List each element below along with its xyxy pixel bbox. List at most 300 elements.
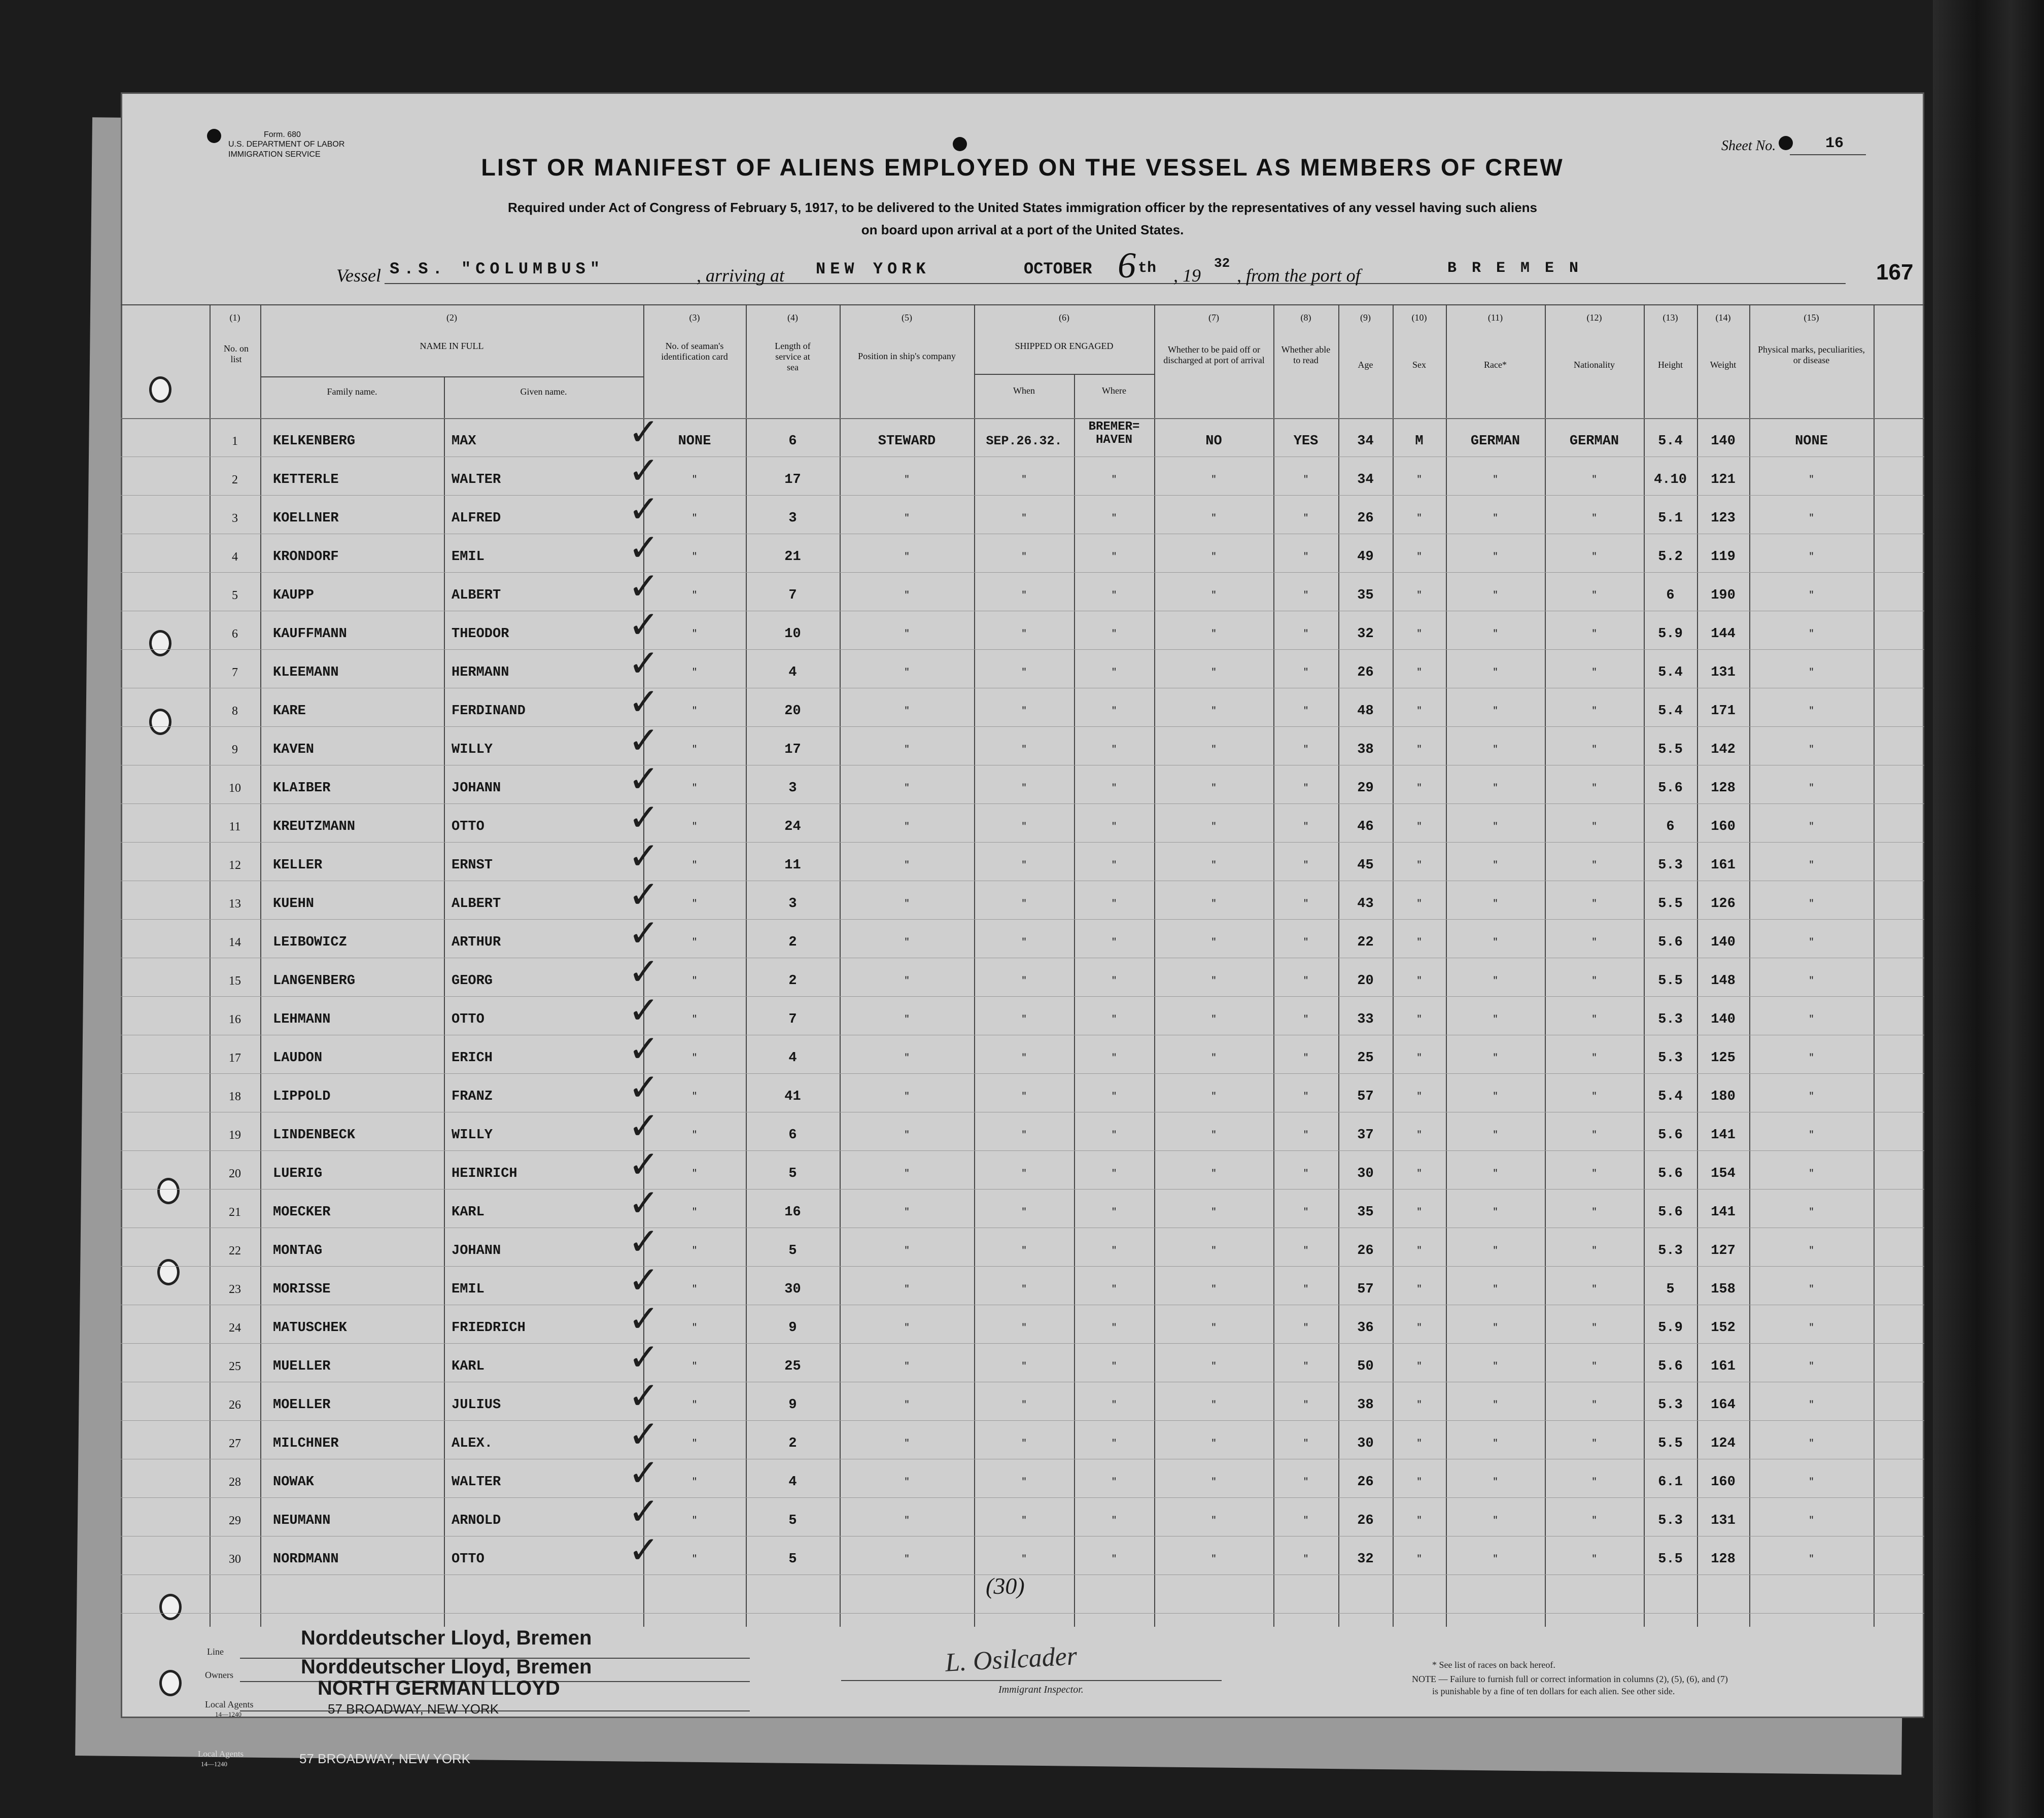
row-number: 1 xyxy=(232,435,238,448)
ditto-mark: " xyxy=(1303,1323,1309,1333)
ditto-mark: " xyxy=(1111,976,1117,986)
col7-number: (7) xyxy=(1208,312,1219,323)
checkmark-icon: ✓ xyxy=(628,642,660,685)
ditto-mark: " xyxy=(904,1169,910,1179)
age: 36 xyxy=(1357,1320,1374,1336)
ditto-mark: " xyxy=(1809,1361,1814,1372)
ditto-mark: " xyxy=(1809,1015,1814,1025)
service-length: 3 xyxy=(788,511,797,526)
row-rule xyxy=(121,996,1924,997)
ditto-mark: " xyxy=(1211,1207,1217,1217)
row-rule xyxy=(121,649,1924,650)
row-rule xyxy=(121,1189,1924,1190)
service-length: 9 xyxy=(788,1320,797,1336)
ditto-mark: " xyxy=(1416,1169,1422,1179)
ditto-mark: " xyxy=(1021,937,1027,948)
ditto-mark: " xyxy=(1416,860,1422,870)
ditto-mark: " xyxy=(1111,706,1117,716)
ditto-mark: " xyxy=(1591,668,1597,678)
checkmark-icon: ✓ xyxy=(628,1336,660,1379)
height: 5.9 xyxy=(1658,626,1683,642)
ditto-mark: " xyxy=(1021,1516,1027,1526)
age: 33 xyxy=(1357,1012,1374,1027)
service-length: 9 xyxy=(788,1397,797,1413)
binder-hole xyxy=(159,1594,182,1620)
ditto-mark: " xyxy=(1416,1207,1422,1217)
family-name: LAUDON xyxy=(273,1051,323,1066)
ditto-mark: " xyxy=(1493,1439,1498,1449)
ditto-mark: " xyxy=(1021,822,1027,832)
ditto-mark: " xyxy=(1493,1400,1498,1410)
weight: 119 xyxy=(1711,549,1736,565)
ditto-mark: " xyxy=(1303,590,1309,601)
ditto-mark: " xyxy=(1493,1207,1498,1217)
ditto-mark: " xyxy=(1303,1246,1309,1256)
ditto-mark: " xyxy=(1211,783,1217,793)
weight: 148 xyxy=(1711,973,1736,989)
ditto-mark: " xyxy=(1591,1130,1597,1140)
checkmark-icon: ✓ xyxy=(628,1181,660,1225)
ditto-mark: " xyxy=(1211,668,1217,678)
line-label: Line xyxy=(207,1647,224,1657)
ditto-mark: " xyxy=(1591,1400,1597,1410)
ditto-mark: " xyxy=(1211,860,1217,870)
ditto-mark: " xyxy=(1416,552,1422,562)
ditto-mark: " xyxy=(691,552,698,562)
ditto-mark: " xyxy=(1211,937,1217,948)
ditto-mark: " xyxy=(1416,1439,1422,1449)
given-name: JOHANN xyxy=(452,1243,501,1258)
ditto-mark: " xyxy=(1021,1207,1027,1217)
ditto-mark: " xyxy=(1809,899,1814,909)
paid-off: NO xyxy=(1205,434,1222,449)
weight: 128 xyxy=(1711,1552,1736,1567)
binder-hole xyxy=(157,1259,180,1285)
ditto-mark: " xyxy=(1809,1207,1814,1217)
row-rule xyxy=(121,842,1924,843)
height: 5.3 xyxy=(1658,1513,1683,1528)
ditto-mark: " xyxy=(1211,629,1217,639)
ditto-mark: " xyxy=(691,1015,698,1025)
ditto-mark: " xyxy=(1303,1015,1309,1025)
column-rule xyxy=(444,376,445,1627)
age: 50 xyxy=(1357,1359,1374,1374)
ditto-mark: " xyxy=(1303,706,1309,716)
subtitle-line-2: on board upon arrival at a port of the United States. xyxy=(861,222,1184,237)
department-name: U.S. DEPARTMENT OF LABOR xyxy=(228,140,345,149)
ditto-mark: " xyxy=(1591,1323,1597,1333)
family-name: KAVEN xyxy=(273,742,315,757)
row-rule xyxy=(121,803,1924,804)
ditto-mark: " xyxy=(691,668,698,678)
weight: 154 xyxy=(1711,1166,1736,1181)
ditto-mark: " xyxy=(1493,1092,1498,1102)
ditto-mark: " xyxy=(904,822,910,832)
checkmark-icon: ✓ xyxy=(628,989,660,1032)
ditto-mark: " xyxy=(1111,1323,1117,1333)
height: 5.2 xyxy=(1658,549,1683,565)
punch-hole xyxy=(953,137,967,151)
family-name: KOELLNER xyxy=(273,511,339,526)
height: 5 xyxy=(1666,1282,1675,1297)
weight: 140 xyxy=(1711,1012,1736,1027)
service-length: 17 xyxy=(784,742,801,757)
col4-label: Length of service at sea xyxy=(775,341,811,372)
ditto-mark: " xyxy=(1211,1323,1217,1333)
ditto-mark: " xyxy=(1416,1284,1422,1295)
weight: 142 xyxy=(1711,742,1736,757)
ditto-mark: " xyxy=(1111,1092,1117,1102)
weight: 131 xyxy=(1711,665,1736,680)
ditto-mark: " xyxy=(904,1516,910,1526)
ditto-mark: " xyxy=(691,1053,698,1063)
vessel-name: S.S. "COLUMBUS" xyxy=(390,260,605,278)
row-number: 13 xyxy=(229,897,241,911)
row-rule xyxy=(121,1497,1924,1498)
service-length: 5 xyxy=(788,1552,797,1567)
height: 5.5 xyxy=(1658,1436,1683,1451)
arrival-year: 32 xyxy=(1214,256,1230,271)
row-number: 15 xyxy=(229,974,241,988)
ditto-mark: " xyxy=(1021,629,1027,639)
ditto-mark: " xyxy=(691,1516,698,1526)
age: 48 xyxy=(1357,704,1374,719)
ditto-mark: " xyxy=(1211,1361,1217,1372)
race-note: * See list of races on back hereof. xyxy=(1432,1660,1555,1670)
weight: 124 xyxy=(1711,1436,1736,1451)
race: GERMAN xyxy=(1470,434,1520,449)
height: 5.5 xyxy=(1658,742,1683,757)
row-number: 28 xyxy=(229,1476,241,1489)
given-name: HERMANN xyxy=(452,665,509,680)
ditto-mark: " xyxy=(904,976,910,986)
given-name: FRANZ xyxy=(452,1089,493,1104)
ditto-mark: " xyxy=(1591,1169,1597,1179)
departure-port: BREMEN xyxy=(1447,260,1594,277)
ditto-mark: " xyxy=(904,899,910,909)
family-name: NORDMANN xyxy=(273,1552,339,1567)
ditto-mark: " xyxy=(1111,1130,1117,1140)
family-name: KARE xyxy=(273,704,306,719)
total-count: (30) xyxy=(986,1573,1025,1599)
age: 57 xyxy=(1357,1282,1374,1297)
col15-number: (15) xyxy=(1804,312,1819,323)
ditto-mark: " xyxy=(1111,552,1117,562)
ditto-mark: " xyxy=(1493,1053,1498,1063)
given-name: JULIUS xyxy=(452,1397,501,1413)
ditto-mark: " xyxy=(1809,1284,1814,1295)
ditto-mark: " xyxy=(1021,1092,1027,1102)
ditto-mark: " xyxy=(1493,1169,1498,1179)
ditto-mark: " xyxy=(1493,1361,1498,1372)
ditto-mark: " xyxy=(1416,1400,1422,1410)
col9-label: Age xyxy=(1358,360,1373,370)
col6-when-header: When xyxy=(1013,386,1035,396)
ditto-mark: " xyxy=(1111,1516,1117,1526)
height: 5.3 xyxy=(1658,858,1683,873)
inspector-label: Immigrant Inspector. xyxy=(998,1684,1084,1695)
col3-label: No. of seaman's identification card xyxy=(661,341,728,362)
row-number: 21 xyxy=(229,1206,241,1219)
ditto-mark: " xyxy=(1493,629,1498,639)
ditto-mark: " xyxy=(1303,1477,1309,1487)
height: 5.4 xyxy=(1658,704,1683,719)
row-rule xyxy=(121,1073,1924,1074)
service-length: 11 xyxy=(784,858,801,873)
ditto-mark: " xyxy=(1809,1400,1814,1410)
ditto-mark: " xyxy=(1493,745,1498,755)
row-rule xyxy=(121,1266,1924,1267)
ditto-mark: " xyxy=(1303,1400,1309,1410)
checkmark-icon: ✓ xyxy=(628,603,660,647)
age: 30 xyxy=(1357,1436,1374,1451)
row-number: 3 xyxy=(232,512,238,525)
ditto-mark: " xyxy=(1809,1477,1814,1487)
height: 5.4 xyxy=(1658,434,1683,449)
binder-hole xyxy=(159,1670,182,1696)
col5-number: (5) xyxy=(902,312,912,323)
ditto-mark: " xyxy=(1021,1323,1027,1333)
service-length: 24 xyxy=(784,819,801,834)
ditto-mark: " xyxy=(1021,513,1027,523)
ditto-mark: " xyxy=(1021,976,1027,986)
row-number: 10 xyxy=(229,782,241,795)
given-name: JOHANN xyxy=(452,781,501,796)
ditto-mark: " xyxy=(1416,976,1422,986)
ditto-mark: " xyxy=(1211,1554,1217,1564)
ditto-mark: " xyxy=(1111,1477,1117,1487)
age: 29 xyxy=(1357,781,1374,796)
ditto-mark: " xyxy=(1021,706,1027,716)
ditto-mark: " xyxy=(691,706,698,716)
column-rule xyxy=(1874,304,1875,1627)
checkmark-icon: ✓ xyxy=(628,1490,660,1533)
ditto-mark: " xyxy=(1211,590,1217,601)
inspector-signature: L. Osilcader xyxy=(944,1641,1078,1677)
service-length: 4 xyxy=(788,1475,797,1490)
family-name: KUEHN xyxy=(273,896,315,912)
binder-hole xyxy=(149,630,171,656)
sheet-number: 16 xyxy=(1825,135,1844,152)
shipped-where-1: BREMER= xyxy=(1088,420,1140,434)
ditto-mark: " xyxy=(904,668,910,678)
ditto-mark: " xyxy=(1493,1130,1498,1140)
ditto-mark: " xyxy=(1211,1400,1217,1410)
checkmark-icon: ✓ xyxy=(628,1451,660,1495)
ditto-mark: " xyxy=(1211,1015,1217,1025)
ditto-mark: " xyxy=(691,860,698,870)
row-number: 26 xyxy=(229,1399,241,1412)
ditto-mark: " xyxy=(1416,822,1422,832)
position-steward: STEWARD xyxy=(878,434,936,449)
ditto-mark: " xyxy=(691,1400,698,1410)
age: 26 xyxy=(1357,511,1374,526)
given-name: ARTHUR xyxy=(452,935,501,950)
age: 32 xyxy=(1357,1552,1374,1567)
ditto-mark: " xyxy=(1591,1516,1597,1526)
ditto-mark: " xyxy=(1111,1439,1117,1449)
col2-family-header: Family name. xyxy=(327,387,377,397)
service-length: 25 xyxy=(784,1359,801,1374)
col8-label: Whether able to read xyxy=(1281,344,1331,365)
weight: 123 xyxy=(1711,511,1736,526)
family-name: MILCHNER xyxy=(273,1436,339,1451)
service-name: IMMIGRATION SERVICE xyxy=(228,150,321,159)
ditto-mark: " xyxy=(1591,1246,1597,1256)
signature-line xyxy=(841,1680,1222,1681)
ditto-mark: " xyxy=(1493,1516,1498,1526)
ditto-mark: " xyxy=(1591,475,1597,485)
row-rule xyxy=(121,726,1924,727)
background-binder-edge xyxy=(1933,0,2044,1818)
ditto-mark: " xyxy=(1211,1169,1217,1179)
col1-label: No. on list xyxy=(224,343,249,364)
page-title: LIST OR MANIFEST OF ALIENS EMPLOYED ON THE VESSEL AS MEMBERS OF CREW xyxy=(481,154,1564,181)
ditto-mark: " xyxy=(1111,475,1117,485)
height: 5.5 xyxy=(1658,973,1683,989)
checkmark-icon: ✓ xyxy=(628,950,660,994)
ditto-mark: " xyxy=(1303,668,1309,678)
ditto-mark: " xyxy=(1303,1284,1309,1295)
ditto-mark: " xyxy=(1493,1477,1498,1487)
ditto-mark: " xyxy=(1591,1477,1597,1487)
checkmark-icon: ✓ xyxy=(628,1413,660,1456)
col4-number: (4) xyxy=(787,312,798,323)
weight: 180 xyxy=(1711,1089,1736,1104)
ditto-mark: " xyxy=(1416,1516,1422,1526)
service-length: 2 xyxy=(788,1436,797,1451)
ditto-mark: " xyxy=(1021,1554,1027,1564)
ditto-mark: " xyxy=(904,1323,910,1333)
ditto-mark: " xyxy=(1493,475,1498,485)
shipped-subheader-rule xyxy=(974,374,1154,375)
service-length: 3 xyxy=(788,896,797,912)
ditto-mark: " xyxy=(1809,629,1814,639)
service-length: 7 xyxy=(788,588,797,603)
col1-number: (1) xyxy=(229,312,240,323)
ditto-mark: " xyxy=(1809,822,1814,832)
ditto-mark: " xyxy=(691,1361,698,1372)
col10-label: Sex xyxy=(1412,360,1426,370)
family-name: KAUPP xyxy=(273,588,315,603)
family-name: MUELLER xyxy=(273,1359,331,1374)
ditto-mark: " xyxy=(1211,976,1217,986)
ditto-mark: " xyxy=(1111,1400,1117,1410)
ditto-mark: " xyxy=(1809,590,1814,601)
arrival-day: 6 xyxy=(1118,245,1136,286)
arriving-label: , arriving at xyxy=(697,265,785,286)
ditto-mark: " xyxy=(1416,1246,1422,1256)
ditto-mark: " xyxy=(904,1554,910,1564)
ditto-mark: " xyxy=(1416,783,1422,793)
given-name: ERNST xyxy=(452,858,493,873)
ditto-mark: " xyxy=(1591,513,1597,523)
ditto-mark: " xyxy=(1303,629,1309,639)
ditto-mark: " xyxy=(1111,1169,1117,1179)
ditto-mark: " xyxy=(1211,1092,1217,1102)
weight: 140 xyxy=(1711,434,1736,449)
ditto-mark: " xyxy=(1021,1015,1027,1025)
weight: 128 xyxy=(1711,781,1736,796)
from-port-label: , from the port of xyxy=(1237,265,1361,286)
age: 22 xyxy=(1357,935,1374,950)
ditto-mark: " xyxy=(1303,1361,1309,1372)
ditto-mark: " xyxy=(1303,1207,1309,1217)
ditto-mark: " xyxy=(1211,1053,1217,1063)
ditto-mark: " xyxy=(1211,475,1217,485)
ditto-mark: " xyxy=(1021,1439,1027,1449)
height: 5.4 xyxy=(1658,665,1683,680)
ditto-mark: " xyxy=(1111,1053,1117,1063)
row-number: 6 xyxy=(232,627,238,641)
given-name: EMIL xyxy=(452,549,484,565)
ditto-mark: " xyxy=(904,860,910,870)
ditto-mark: " xyxy=(904,590,910,601)
ditto-mark: " xyxy=(1021,1169,1027,1179)
ditto-mark: " xyxy=(1809,783,1814,793)
age: 38 xyxy=(1357,742,1374,757)
ditto-mark: " xyxy=(1416,899,1422,909)
ditto-mark: " xyxy=(691,513,698,523)
ditto-mark: " xyxy=(1591,1284,1597,1295)
given-name: WALTER xyxy=(452,472,501,487)
service-length: 5 xyxy=(788,1243,797,1258)
ditto-mark: " xyxy=(1591,860,1597,870)
able-to-read: YES xyxy=(1293,434,1319,449)
family-name: LIPPOLD xyxy=(273,1089,331,1104)
ditto-mark: " xyxy=(1111,1361,1117,1372)
ditto-mark: " xyxy=(1809,1323,1814,1333)
service-length: 3 xyxy=(788,781,797,796)
ditto-mark: " xyxy=(1591,1092,1597,1102)
ditto-mark: " xyxy=(1303,1516,1309,1526)
ditto-mark: " xyxy=(1111,783,1117,793)
checkmark-icon: ✓ xyxy=(628,873,660,917)
row-rule xyxy=(121,919,1924,920)
ditto-mark: " xyxy=(1303,745,1309,755)
ditto-mark: " xyxy=(1416,629,1422,639)
ditto-mark: " xyxy=(1809,1092,1814,1102)
owners-stamp: Norddeutscher Lloyd, Bremen xyxy=(301,1656,592,1678)
weight: 126 xyxy=(1711,896,1736,912)
row-number: 23 xyxy=(229,1283,241,1296)
weight: 131 xyxy=(1711,1513,1736,1528)
ditto-mark: " xyxy=(904,1477,910,1487)
family-name: KLEEMANN xyxy=(273,665,339,680)
given-name: WILLY xyxy=(452,742,493,757)
ditto-mark: " xyxy=(1211,1246,1217,1256)
age: 35 xyxy=(1357,1205,1374,1220)
ditto-mark: " xyxy=(1303,1439,1309,1449)
ditto-mark: " xyxy=(1591,1053,1597,1063)
service-length: 4 xyxy=(788,1051,797,1066)
weight: 171 xyxy=(1711,704,1736,719)
family-name: KAUFFMANN xyxy=(273,626,347,642)
service-length: 5 xyxy=(788,1513,797,1528)
arrival-month: OCTOBER xyxy=(1024,260,1092,278)
given-name: OTTO xyxy=(452,819,484,834)
row-number: 24 xyxy=(229,1321,241,1335)
binder-hole xyxy=(157,1178,180,1204)
given-name: WILLY xyxy=(452,1128,493,1143)
ditto-mark: " xyxy=(904,629,910,639)
weight: 160 xyxy=(1711,1475,1736,1490)
ditto-mark: " xyxy=(691,1130,698,1140)
height: 5.3 xyxy=(1658,1397,1683,1413)
ditto-mark: " xyxy=(691,899,698,909)
checkmark-icon: ✓ xyxy=(628,1374,660,1418)
ditto-mark: " xyxy=(1021,899,1027,909)
